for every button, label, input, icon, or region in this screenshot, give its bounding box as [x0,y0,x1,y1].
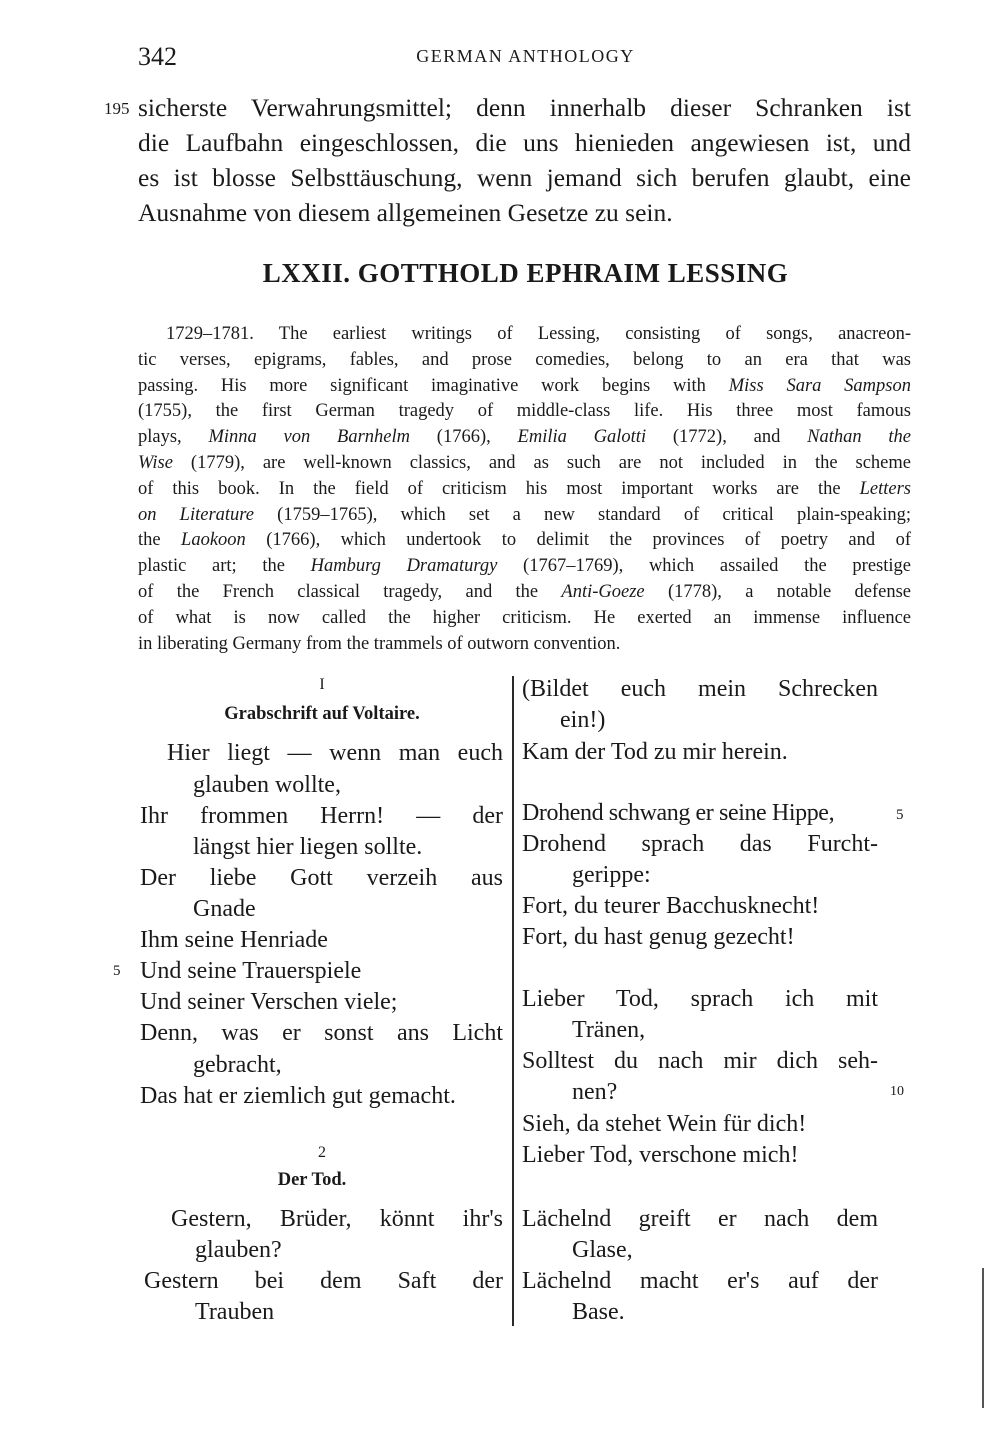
verse-line: Drohend sprach das Furcht- [522,831,878,857]
verse-line: Gnade [193,896,256,922]
prose-line: es ist blosse Selbsttäuschung, wenn jemand sich berufen glaubt, eine [138,163,911,192]
intro-line: (1755), the first German tragedy of middle-class life. His three most famous [138,401,911,422]
verse-line: Tränen, [572,1017,646,1043]
verse-line: Glase, [572,1237,633,1263]
verse-line: Lächelnd greift er nach dem [522,1206,878,1232]
chapter-heading: LXXII. GOTTHOLD EPHRAIM LESSING [262,258,789,288]
poem-title: Der Tod. [277,1170,347,1190]
work-title: Hamburg Dramaturgy [310,556,498,577]
verse-line: Fort, du teurer Bacchusknecht! [522,893,820,919]
verse-line: Und seiner Verschen viele; [140,989,398,1015]
poem-number: 2 [318,1144,326,1161]
intro-line: plays, Minna von Barnhelm (1766), Emilia Galotti (1772), and Nathan the [138,427,911,448]
verse-line: Gestern, Brüder, könnt ihr's [171,1206,503,1232]
verse-line: nen? [572,1079,618,1105]
verse-line: Fort, du hast genug gezecht! [522,924,795,950]
prose-line: die Laufbahn eingeschlossen, die uns hienieden angewiesen ist, und [138,128,911,157]
line-number-5: 5 [113,963,121,979]
verse-line: glauben wollte, [193,772,341,798]
author-dates: 1729–1781. [166,324,254,344]
intro-line: 1729–1781. The earliest writings of Lessing, consisting of songs, anacreon- [166,324,911,344]
line-number-195: 195 [104,99,130,118]
verse-line: ein!) [560,707,606,733]
intro-line: Wise (1779), are well-known classics, and as such are not included in the scheme [138,452,911,473]
verse-line: längst hier liegen sollte. [193,834,423,860]
verse-line: (Bildet euch mein Schrecken [522,676,878,702]
intro-line: of this book. In the field of criticism his most important works are the Letters [138,478,911,499]
running-head: GERMAN ANTHOLOGY [416,46,635,66]
work-title: Letters [859,478,911,499]
prose-line: sicherste Verwahrungsmittel; denn innerhalb dieser Schranken ist [138,93,911,122]
poem-number: I [319,676,325,693]
verse-line: Der liebe Gott verzeih aus [140,865,503,891]
verse-line: Lieber Tod, verschone mich! [522,1142,799,1168]
work-title: on Literature [138,504,255,525]
line-number-5: 5 [896,807,904,823]
work-title: Wise [138,452,173,473]
verse-line: Das hat er ziemlich gut gemacht. [140,1083,456,1109]
verse-line: Drohend schwang er seine Hippe, [522,800,835,826]
work-title: Miss Sara Sampson [728,375,911,396]
verse-line: gebracht, [193,1052,282,1078]
intro-line: in liberating Germany from the trammels of outworn convention. [138,633,621,654]
poem-title: Grabschrift auf Voltaire. [224,704,420,724]
author-introduction [138,322,911,657]
intro-line: on Literature (1759–1765), which set a new standard of critical plain-speaking; [138,504,912,525]
verse-line: Und seine Trauerspiele [140,958,362,984]
verse-line: Gestern bei dem Saft der [144,1268,503,1294]
intro-line: the Laokoon (1766), which undertook to delimit the provinces of poetry and of [138,530,911,551]
verse-line: Ihm seine Henriade [140,927,328,953]
verse-line: gerippe: [572,862,651,888]
work-title: Nathan the [807,427,911,448]
verse-line: Ihr frommen Herrn! — der [140,803,503,829]
verse-line: Lieber Tod, sprach ich mit [522,986,878,1012]
work-title: Laokoon [181,530,246,551]
work-title: Anti-Goeze [561,581,645,602]
verse-line: Hier liegt — wenn man euch [167,740,503,766]
work-title: Emilia Galotti [517,427,647,448]
intro-line: passing. His more significant imaginative work begins with Miss Sara Sampson [138,375,911,396]
intro-line: plastic art; the Hamburg Dramaturgy (1767–1769), which assailed the prestige [138,556,911,577]
verse-line: Base. [572,1299,625,1325]
column-divider [512,676,514,1326]
verse-line: Kam der Tod zu mir herein. [522,739,788,765]
verse-line: glauben? [195,1237,282,1263]
line-number-10: 10 [890,1084,904,1099]
page-header [138,42,913,74]
page-number: 342 [138,42,177,71]
intro-line: tic verses, epigrams, fables, and prose comedies, belong to an era that was [138,349,911,370]
prose-line: Ausnahme von diesem allgemeinen Gesetze zu sein. [138,198,673,227]
prose-continuation [138,90,911,230]
verse-line: Sieh, da stehet Wein für dich! [522,1111,807,1137]
verse-line: Trauben [195,1299,275,1325]
work-title: Minna von Barnhelm [208,427,411,448]
scan-edge-mark [982,1268,984,1408]
verse-line: Denn, was er sonst ans Licht [140,1020,503,1046]
verse-line: Lächelnd macht er's auf der [522,1268,878,1294]
intro-line: of what is now called the higher criticism. He exerted an immense influence [138,607,911,628]
intro-line: of the French classical tragedy, and the Anti-Goeze (1778), a notable defense [138,581,911,602]
verse-line: Solltest du nach mir dich seh- [522,1048,878,1074]
